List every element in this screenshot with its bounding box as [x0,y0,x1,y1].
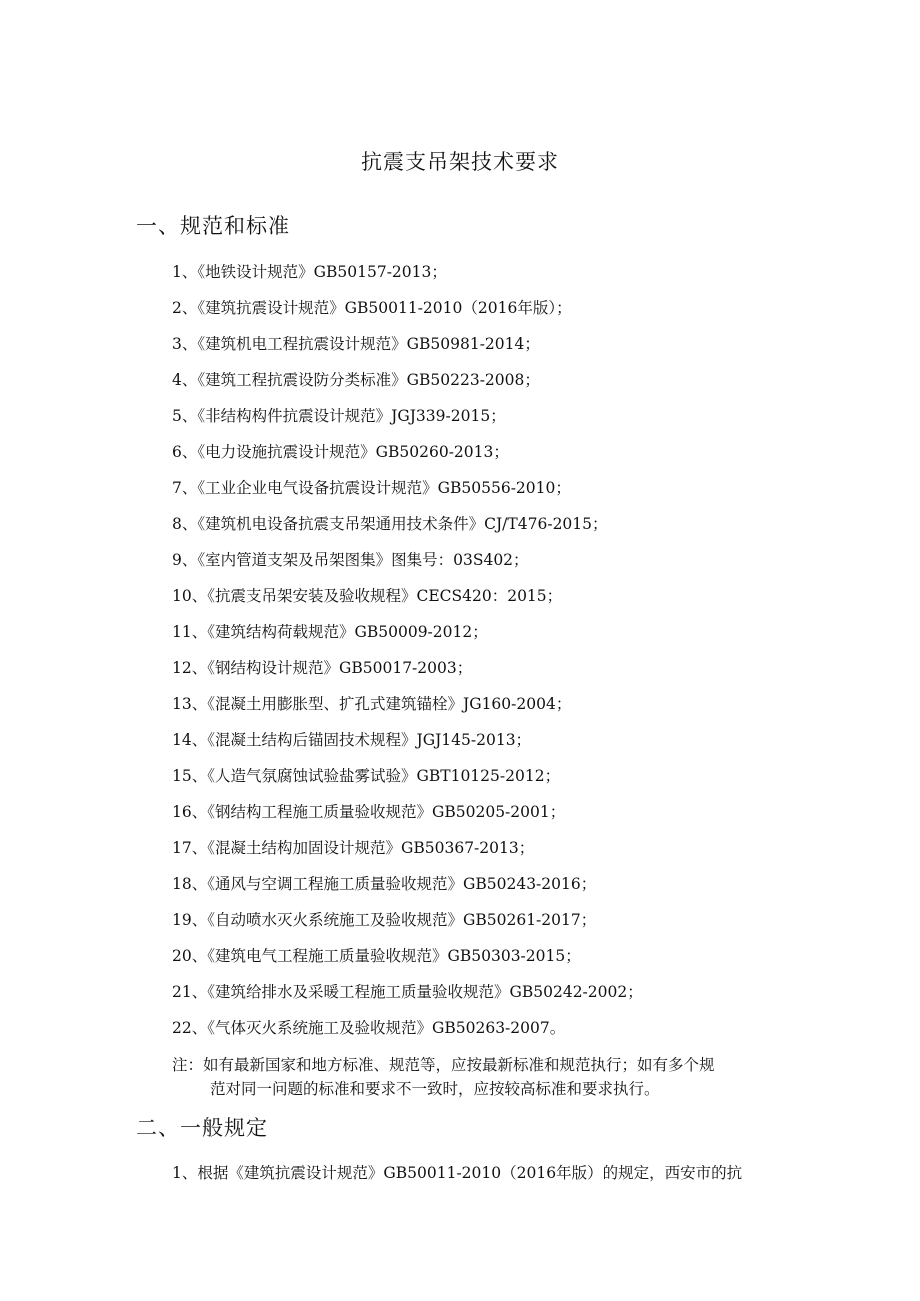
list-item: 8、《建筑机电设备抗震支吊架通用技术条件》CJ/T476-2015； [172,515,608,533]
standards-list [172,260,643,1052]
list-item: 10、《抗震支吊架安装及验收规程》CECS420：2015； [172,587,563,605]
list-item: 5、《非结构构件抗震设计规范》JGJ339-2015； [172,407,506,425]
list-item: 11、《建筑结构荷载规范》GB50009-2012； [172,623,488,641]
list-item: 18、《通风与空调工程施工质量验收规范》GB50243-2016； [172,875,597,893]
section-heading-general: 二、一般规定 [136,1116,268,1140]
list-item: 17、《混凝土结构加固设计规范》GB50367-2013； [172,839,535,857]
list-item: 22、《气体灭火系统施工及验收规范》GB50263-2007。 [172,1019,566,1037]
note-line-2: 范对同一问题的标准和要求不一致时，应按较高标准和要求执行。 [210,1080,660,1098]
list-item: 15、《人造气氛腐蚀试验盐雾试验》GBT10125-2012； [172,767,561,785]
standards-note [172,1053,792,1101]
section-heading-standards: 一、规范和标准 [136,214,290,238]
list-item: 9、《室内管道支架及吊架图集》图集号：03S402； [172,551,529,569]
list-item: 3、《建筑机电工程抗震设计规范》GB50981-2014； [172,335,540,353]
list-item: 19、《自动喷水灭火系统施工及验收规范》GB50261-2017； [172,911,597,929]
list-item: 14、《混凝土结构后锚固技术规程》JGJ145-2013； [172,731,532,749]
list-item: 2、《建筑抗震设计规范》GB50011-2010（2016年版）； [172,299,572,317]
list-item: 1、《地铁设计规范》GB50157-2013； [172,263,447,281]
list-item: 12、《钢结构设计规范》GB50017-2003； [172,659,473,677]
document-title: 抗震支吊架技术要求 [361,150,559,174]
list-item: 13、《混凝土用膨胀型、扩孔式建筑锚栓》JG160-2004； [172,695,572,713]
list-item: 20、《建筑电气工程施工质量验收规范》GB50303-2015； [172,947,581,965]
list-item: 21、《建筑给排水及采暖工程施工质量验收规范》GB50242-2002； [172,983,643,1001]
list-item: 4、《建筑工程抗震设防分类标准》GB50223-2008； [172,371,540,389]
list-item: 6、《电力设施抗震设计规范》GB50260-2013； [172,443,509,461]
note-line-1: 注：如有最新国家和地方标准、规范等，应按最新标准和规范执行；如有多个规 [172,1056,715,1074]
general-paragraph: 1、根据《建筑抗震设计规范》GB50011-2010（2016年版）的规定，西安市的抗 [172,1164,743,1182]
list-item: 7、《工业企业电气设备抗震设计规范》GB50556-2010； [172,479,571,497]
list-item: 16、《钢结构工程施工质量验收规范》GB50205-2001； [172,803,566,821]
